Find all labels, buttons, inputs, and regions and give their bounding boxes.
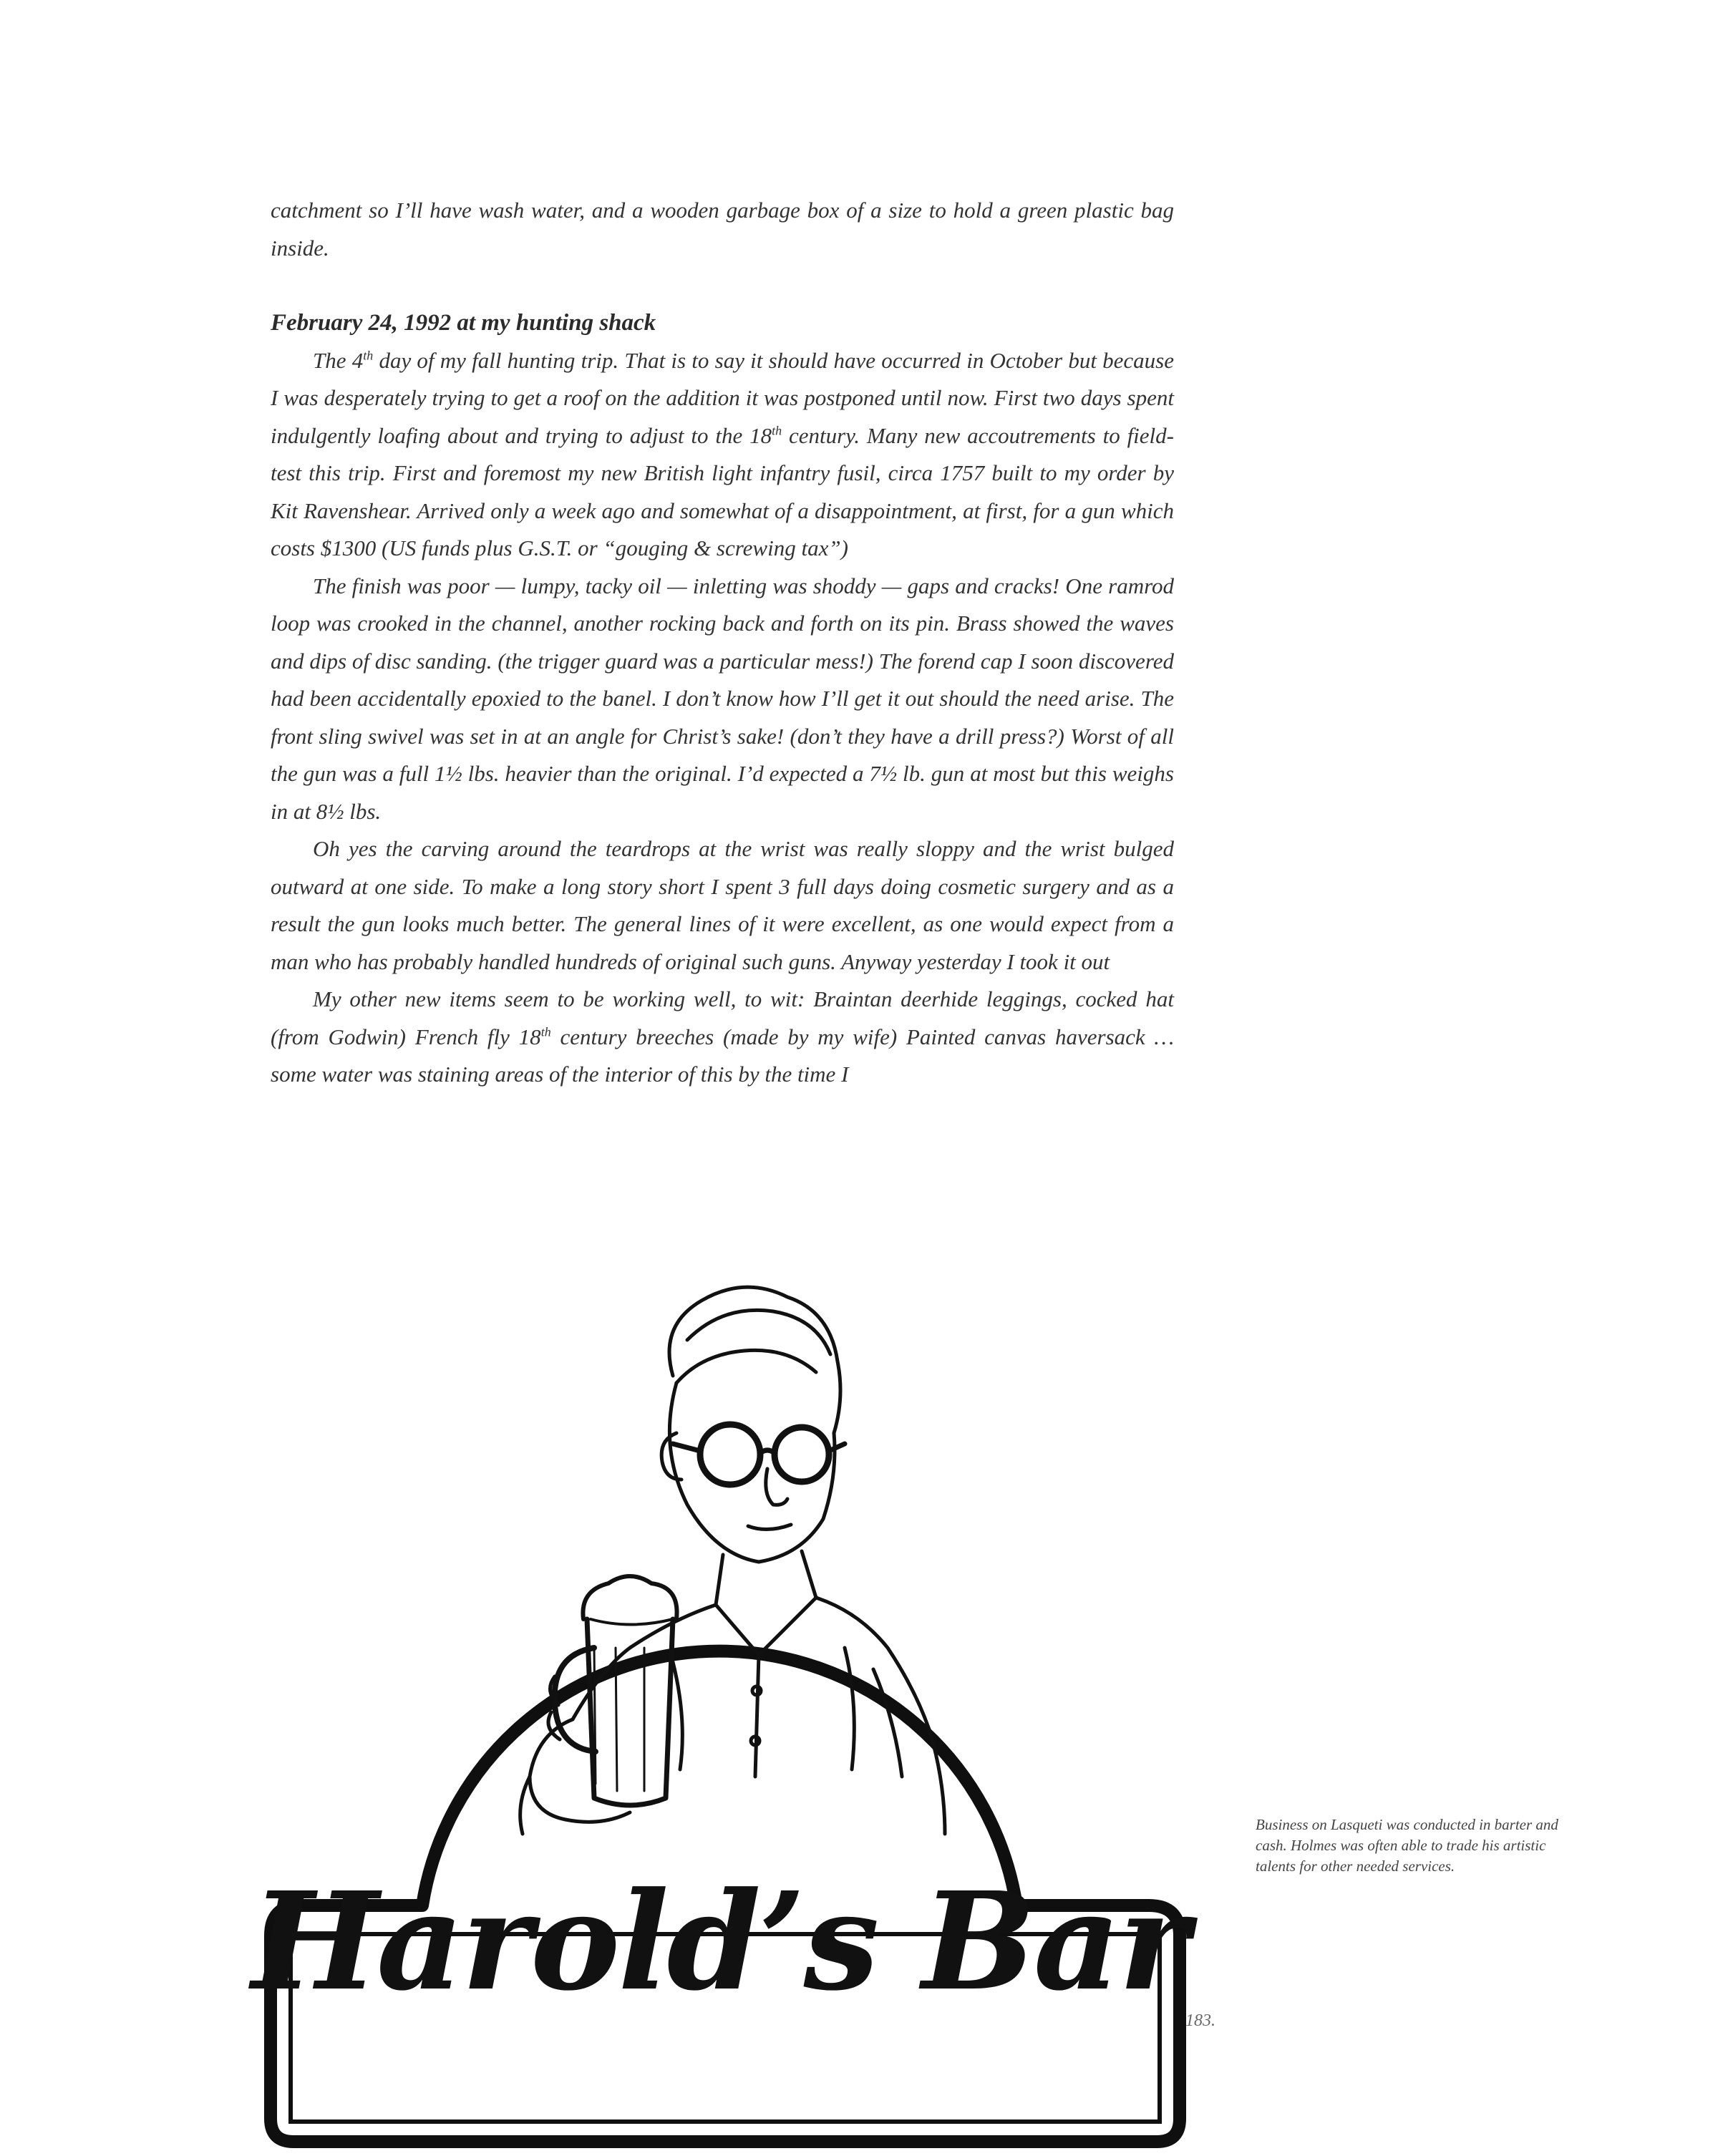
intro-paragraph: catchment so I’ll have wash water, and a wooden garbage box of a size to hold a green plastic bag inside. bbox=[271, 198, 1174, 261]
paragraph-1-part-b: day of my fall hunting trip. That is to say it should have occurred in October but because I was desperately trying to get a roof on the addition it was postponed until now. First two days spent indulgently loafing about and trying to adjust to the 18 bbox=[271, 347, 1174, 448]
journal-entry-heading: February 24, 1992 at my hunting shack bbox=[271, 310, 656, 336]
paragraph-4 bbox=[271, 981, 1174, 1094]
paragraph-1 bbox=[271, 342, 1174, 568]
superscript-th: th bbox=[772, 423, 782, 438]
paragraph-3: Oh yes the carving around the teardrops at the wrist was really sloppy and the wrist bulged outward at one side. To make a long story short I spent 3 full days doing cosmetic surgery and as a result the gun looks much better. The general lines of it were excellent, as one would expect from a man who has probably handled hundreds of original such guns. Anyway yesterday I took it out bbox=[271, 836, 1174, 974]
paragraph-4-part-b: century breeches (made by my wife) Painted canvas haversack … some water was staining areas of the interior of this by the time I bbox=[271, 1024, 1174, 1087]
superscript-th: th bbox=[363, 348, 374, 363]
harolds-bar-sign bbox=[229, 1218, 1217, 2156]
sign-title: Harold’s Bar bbox=[251, 1862, 1188, 2021]
superscript-th: th bbox=[540, 1024, 551, 1039]
man-with-mug-illustration bbox=[520, 1287, 945, 1834]
body-text bbox=[271, 192, 1174, 1094]
paragraph-2: The finish was poor — lumpy, tacky oil — inletting was shoddy — gaps and cracks! One ramrod loop was crooked in the channel, another rocking back and forth on its pin. Brass showed the waves and dips of disc sanding. (the trigger guard was a particular mess!) The forend cap I soon discovered had been accidentally epoxied to the banel. I don’t know how I’ll get it out should the need arise. The front sling swivel was set in at an angle for Christ’s sake! (don’t they have a drill press?) Worst of all the gun was a full 1½ lbs. heavier than the original. I’d expected a 7½ lb. gun at most but this weighs in at 8½ lbs. bbox=[271, 573, 1174, 824]
paragraph-1-part-a: The 4 bbox=[313, 347, 364, 373]
paragraph-1-part-c: century. Many new accoutrements to field-test this trip. First and foremost my new British light infantry fusil, circa 1757 built to my order by Kit Ravenshear. Arrived only a week ago and somewhat of a disappointment, at first, for a gun which costs $1300 (US funds plus G.S.T. or “gouging & screwing tax”) bbox=[271, 422, 1174, 560]
paragraph-4-part-a: My other new items seem to be working well, to wit: Braintan deerhide leggings, cocked hat (from Godwin) French fly 18 bbox=[271, 986, 1174, 1049]
illustration-caption: Business on Lasqueti was conducted in barter and cash. Holmes was often able to trade his artistic talents for other needed services. bbox=[1256, 1816, 1558, 1875]
page-number: 183. bbox=[1185, 2011, 1215, 2030]
